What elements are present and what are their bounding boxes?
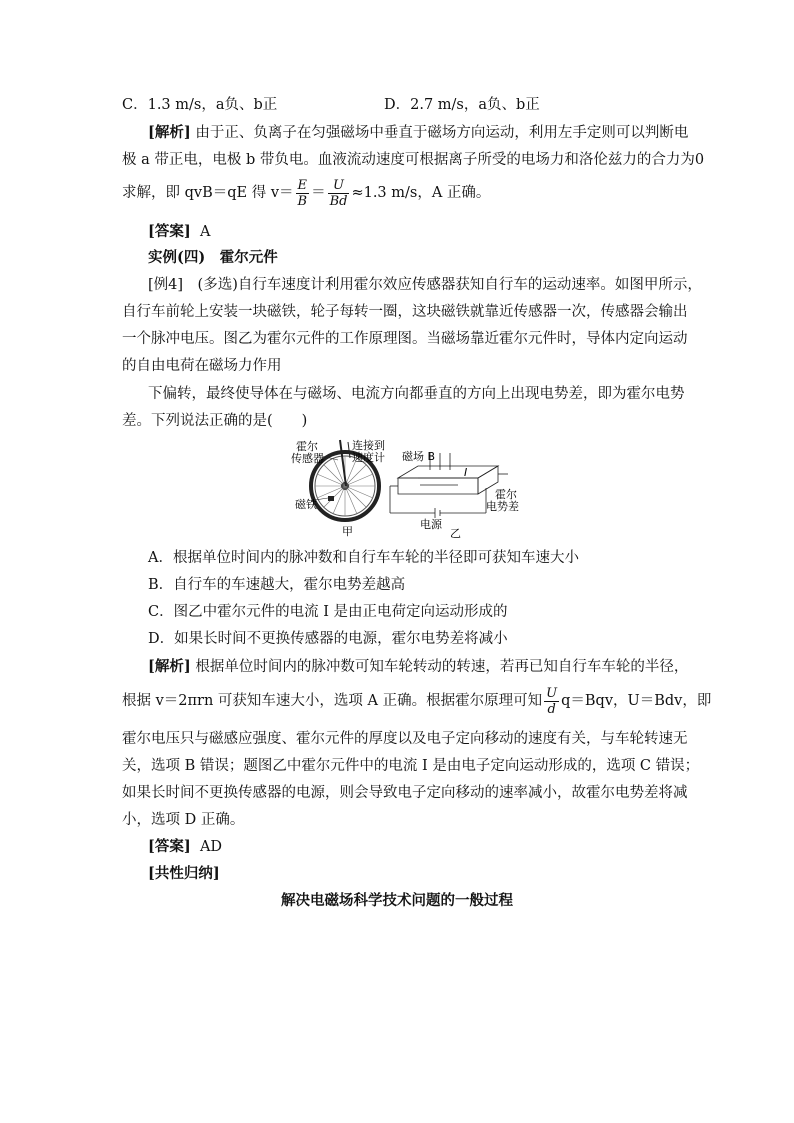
example-line2: 自行车前轮上安装一块磁铁，轮子每转一圈，这块磁铁就靠近传感器一次，传感器会输出 bbox=[122, 304, 688, 320]
frac-den: B bbox=[297, 193, 308, 209]
analysis2-text2-post: q＝Bqv，U＝Bdv，即 bbox=[561, 693, 712, 709]
analysis1-text1: 由于正、负离子在匀强磁场中垂直于磁场方向运动，利用左手定则可以判断电 bbox=[195, 125, 689, 141]
example-line1: [例4] (多选)自行车速度计利用霍尔效应传感器获知自行车的运动速率。如图甲所示， bbox=[148, 277, 702, 293]
analysis1-line3 bbox=[122, 176, 490, 210]
caption-yi: 乙 bbox=[450, 527, 461, 540]
answer-tag: [答案] bbox=[148, 223, 191, 240]
analysis2-line5: 如果长时间不更换传感器的电源，则会导致电子定向移动的速率减小，故霍尔电势差将减 bbox=[122, 785, 688, 801]
frac-num: U bbox=[546, 685, 558, 701]
analysis-tag: [解析] bbox=[148, 658, 191, 675]
option-d-prev: D．2.7 m/s，a负、b正 bbox=[384, 97, 540, 113]
label-magnet: 磁铁 bbox=[295, 498, 317, 511]
summary-tag: [共性归纳] bbox=[148, 865, 220, 882]
fraction-e-over-b bbox=[296, 178, 310, 209]
analysis-tag: [解析] bbox=[148, 124, 191, 141]
equals-sign: ＝ bbox=[311, 185, 326, 201]
analysis2-line2 bbox=[122, 684, 711, 718]
label-hall-sensor-1: 霍尔 bbox=[296, 440, 318, 453]
example-line4: 的自由电荷在磁场力作用 bbox=[122, 358, 282, 374]
choice-b: B．自行车的车速越大，霍尔电势差越高 bbox=[148, 577, 406, 593]
answer-value: A bbox=[199, 224, 211, 240]
analysis2-text2-pre: 根据 v＝2πrn 可获知车速大小，选项 A 正确。根据霍尔原理可知 bbox=[122, 693, 543, 709]
option-c-prev: C．1.3 m/s，a负、b正 bbox=[122, 97, 278, 113]
label-field-b: 磁场 B bbox=[402, 450, 436, 463]
analysis1-text3-pre: 求解，即 qvB＝qE 得 v＝ bbox=[122, 185, 294, 201]
answer-tag: [答案] bbox=[148, 838, 191, 855]
example-line3: 一个脉冲电压。图乙为霍尔元件的工作原理图。当磁场靠近霍尔元件时，导体内定向运动 bbox=[122, 331, 688, 347]
label-hall-voltage-2: 电势差 bbox=[486, 500, 519, 513]
label-hall-voltage-1: 霍尔 bbox=[495, 488, 517, 501]
section-heading: 实例(四) 霍尔元件 bbox=[148, 249, 278, 266]
hall-effect-figure bbox=[290, 438, 520, 540]
fraction-u-over-bd bbox=[328, 178, 350, 209]
label-power-source: 电源 bbox=[420, 518, 442, 531]
choice-d: D．如果长时间不更换传感器的电源，霍尔电势差将减小 bbox=[148, 631, 508, 647]
answer1 bbox=[148, 222, 210, 242]
label-connect-1: 连接到 bbox=[352, 439, 385, 452]
label-current-i: I bbox=[464, 466, 468, 479]
frac-den: d bbox=[547, 701, 556, 717]
choice-c: C．图乙中霍尔元件的电流 I 是由正电荷定向运动形成的 bbox=[148, 604, 508, 620]
example-line6: 差。下列说法正确的是( ) bbox=[122, 413, 308, 429]
summary-title: 解决电磁场科学技术问题的一般过程 bbox=[281, 892, 513, 909]
frac-num: E bbox=[296, 178, 310, 194]
choice-a: A．根据单位时间内的脉冲数和自行车车轮的半径即可获知车速大小 bbox=[148, 550, 579, 566]
frac-num: U bbox=[328, 178, 350, 194]
frac-den: Bd bbox=[329, 193, 348, 209]
answer-value: AD bbox=[199, 839, 223, 855]
analysis2-line6: 小，选项 D 正确。 bbox=[122, 812, 245, 828]
label-connect-2: 速度计 bbox=[352, 451, 385, 464]
analysis1-line2: 极 a 带正电，电极 b 带负电。血液流动速度可根据离子所受的电场力和洛伦兹力的合力为0 bbox=[122, 152, 705, 168]
label-hall-sensor-2: 传感器 bbox=[291, 452, 324, 465]
analysis1-line1 bbox=[148, 123, 688, 143]
figure bbox=[290, 438, 520, 540]
analysis2-line4: 关，选项 B 错误；题图乙中霍尔元件中的电流 I 是由电子定向运动形成的，选项 C 错误； bbox=[122, 758, 700, 774]
analysis2-line3: 霍尔电压只与磁感应强度、霍尔元件的厚度以及电子定向移动的速度有关，与车轮转速无 bbox=[122, 731, 688, 747]
analysis2-text1: 根据单位时间内的脉冲数可知车轮转动的转速，若再已知自行车车轮的半径， bbox=[195, 659, 689, 675]
analysis2-line1 bbox=[148, 657, 688, 677]
answer2 bbox=[148, 837, 222, 857]
caption-jia: 甲 bbox=[342, 525, 353, 538]
example-line5: 下偏转，最终使导体在与磁场、电流方向都垂直的方向上出现电势差，即为霍尔电势 bbox=[148, 386, 685, 402]
analysis1-text3-post: ≈1.3 m/s，A 正确。 bbox=[351, 185, 491, 201]
fraction-u-over-d bbox=[544, 686, 559, 717]
